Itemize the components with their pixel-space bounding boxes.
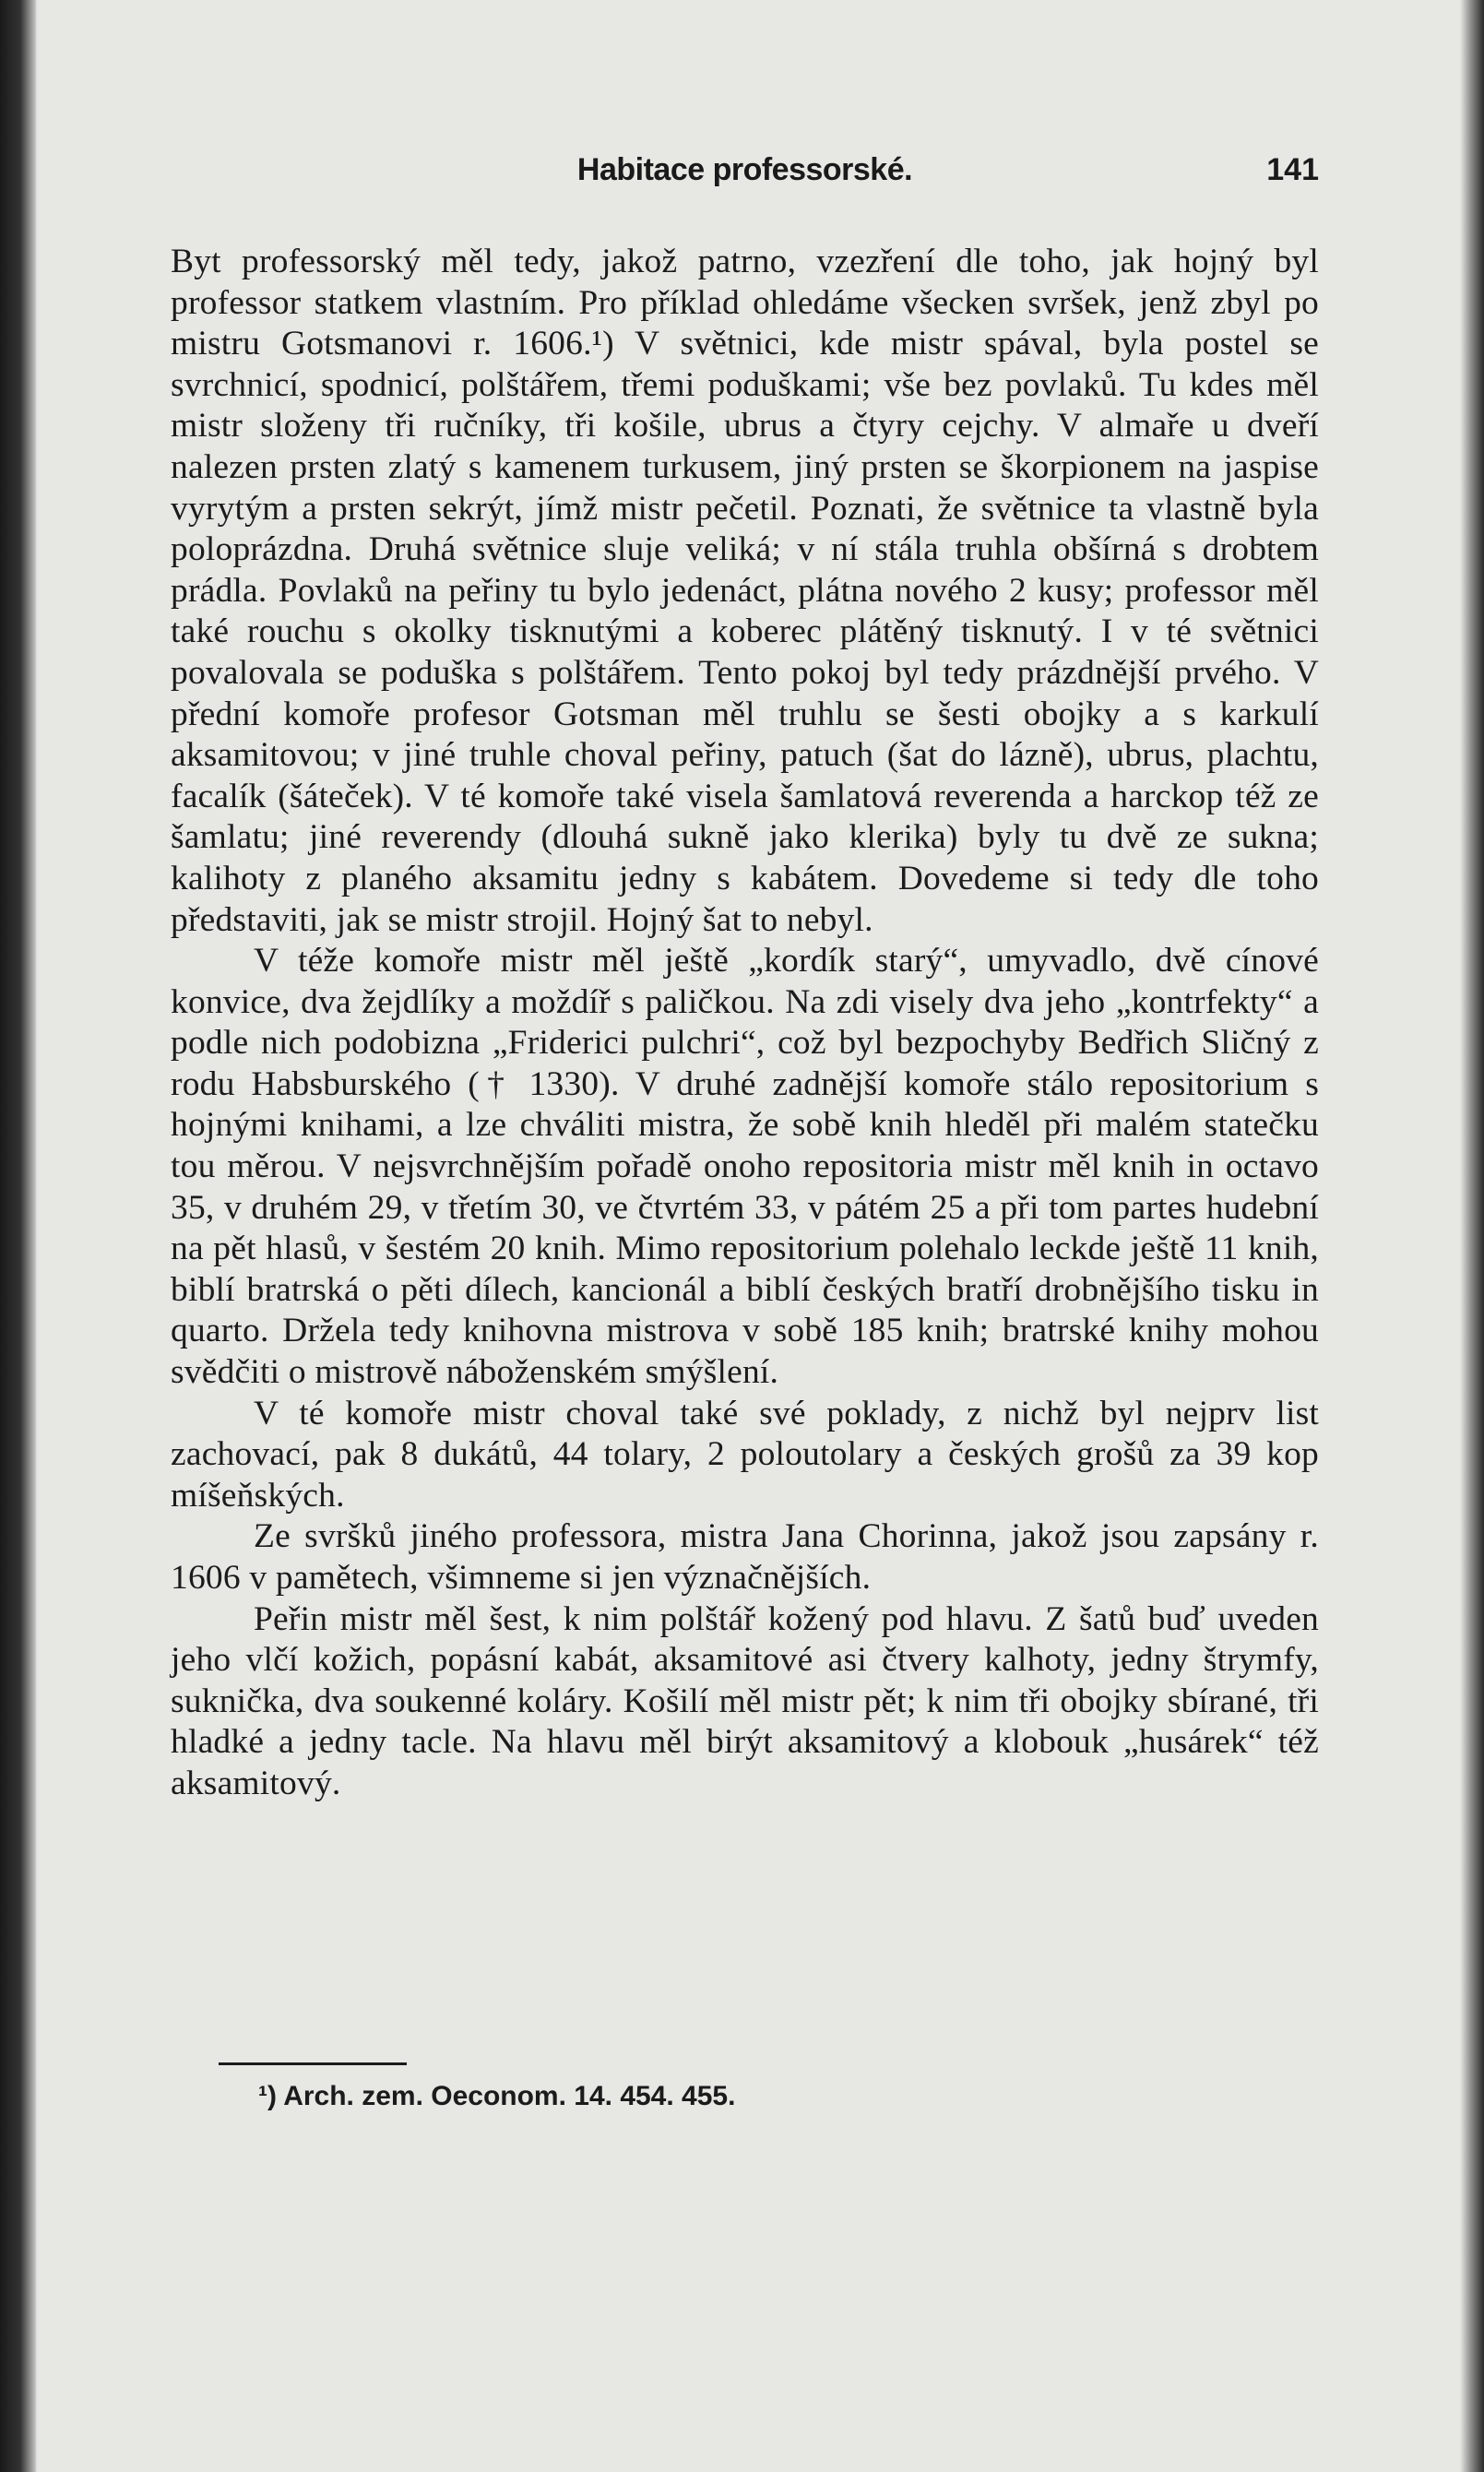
paragraph-3: V té komoře mistr choval také své poklady, z nichž byl nejprv list zachovací, pak 8 dukátů, 44 tolary, 2 poloutolary a českých grošů za 39 kop míšeňských. — [171, 1394, 1319, 1515]
paragraph-5: Peřin mistr měl šest, k nim polštář kožený pod hlavu. Z šatů buď uveden jeho vlčí kožich, popásní kabát, aksamitové asi čtvery kalhoty, jedny štrymfy, suknička, dva soukenné koláry. Košilí měl mistr pět; k nim tři obojky sbírané, tři hladké a jedny tacle. Na hlavu měl birýt aksamitový a klobouk „husárek“ též aksamitový. — [171, 1599, 1319, 1802]
page-edge-shadow — [1460, 0, 1484, 2472]
body-text — [171, 242, 1319, 1805]
page-number: 141 — [1266, 152, 1319, 187]
book-spine-shadow — [0, 0, 37, 2472]
footnote: ¹) Arch. zem. Oeconom. 14. 454. 455. — [258, 2081, 736, 2111]
paragraph-2: V téže komoře mistr měl ještě „kordík starý“, umyvadlo, dvě cínové konvice, dva žejdlíky a moždíř s paličkou. Na zdi visely dva jeho „kontrfekty“ a podle nich podobizna „Friderici pulchri“, což byl bezpochyby Bedřich Sličný z rodu Habsburského († 1330). V druhé zadnější komoře stálo repositorium s hojnými knihami, a lze chváliti mistra, že sobě knih hleděl při malém statečku tou měrou. V nejsvrchnějším pořadě onoho repositoria mistr měl knih in octavo 35, v druhém 29, v třetím 30, ve čtvrtém 33, v pátém 25 a při tom partes hudební na pět hlasů, v šestém 20 knih. Mimo repositorium polehalo leckde ještě 11 knih, biblí bratrská o pěti dílech, kancionál a biblí českých bratří drobnějšího tisku in quarto. Držela tedy knihovna mistrova v sobě 185 knih; bratrské knihy mohou svědčiti o mistrově náboženském smýšlení. — [171, 942, 1319, 1392]
running-title: Habitace professorské. — [576, 152, 913, 187]
page-header — [171, 152, 1319, 198]
paragraph-1: Byt professorský měl tedy, jakož patrno, vzezření dle toho, jak hojný byl professor statkem vlastním. Pro příklad ohledáme všecken svršek, jenž zbyl po mistru Gotsmanovi r. 1606.¹) V světnici, kde mistr spával, byla postel se svrchnicí, spodnicí, polštářem, třemi poduškami; vše bez povlaků. Tu kdes měl mistr složeny tři ručníky, tři košile, ubrus a čtyry cejchy. V almaře u dveří nalezen prsten zlatý s kamenem turkusem, jiný prsten se škorpionem na jaspise vyrytým a prsten sekrýt, jímž mistr pečetil. Poznati, že světnice ta vlastně byla poloprázdna. Druhá světnice sluje veliká; v ní stála truhla obšírná s drobtem prádla. Povlaků na peřiny tu bylo jedenáct, plátna nového 2 kusy; professor měl také rouchu s okolky tisknutými a koberec plátěný tisknutý. I v té světnici povalovala se poduška s polštářem. Tento pokoj byl tedy prázdnější prvého. V přední komoře profesor Gotsman měl truhlu se šesti obojky a s karkulí aksamitovou; v jiné truhle choval peřiny, patuch (šat do lázně), ubrus, plachtu, facalík (šáteček). V té komoře také visela šamlatová reverenda a harckop též ze šamlatu; jiné reverendy (dlouhá sukně jako klerika) byly tu dvě ze sukna; kalihoty z planého aksamitu jedny s kabátem. Dovedeme si tedy dle toho představiti, jak se mistr strojil. Hojný šat to nebyl. — [171, 243, 1319, 939]
footnote-divider — [219, 2062, 407, 2065]
paragraph-4: Ze svršků jiného professora, mistra Jana Chorinna, jakož jsou zapsány r. 1606 v pamětech, všimneme si jen význačnějších. — [171, 1517, 1319, 1597]
